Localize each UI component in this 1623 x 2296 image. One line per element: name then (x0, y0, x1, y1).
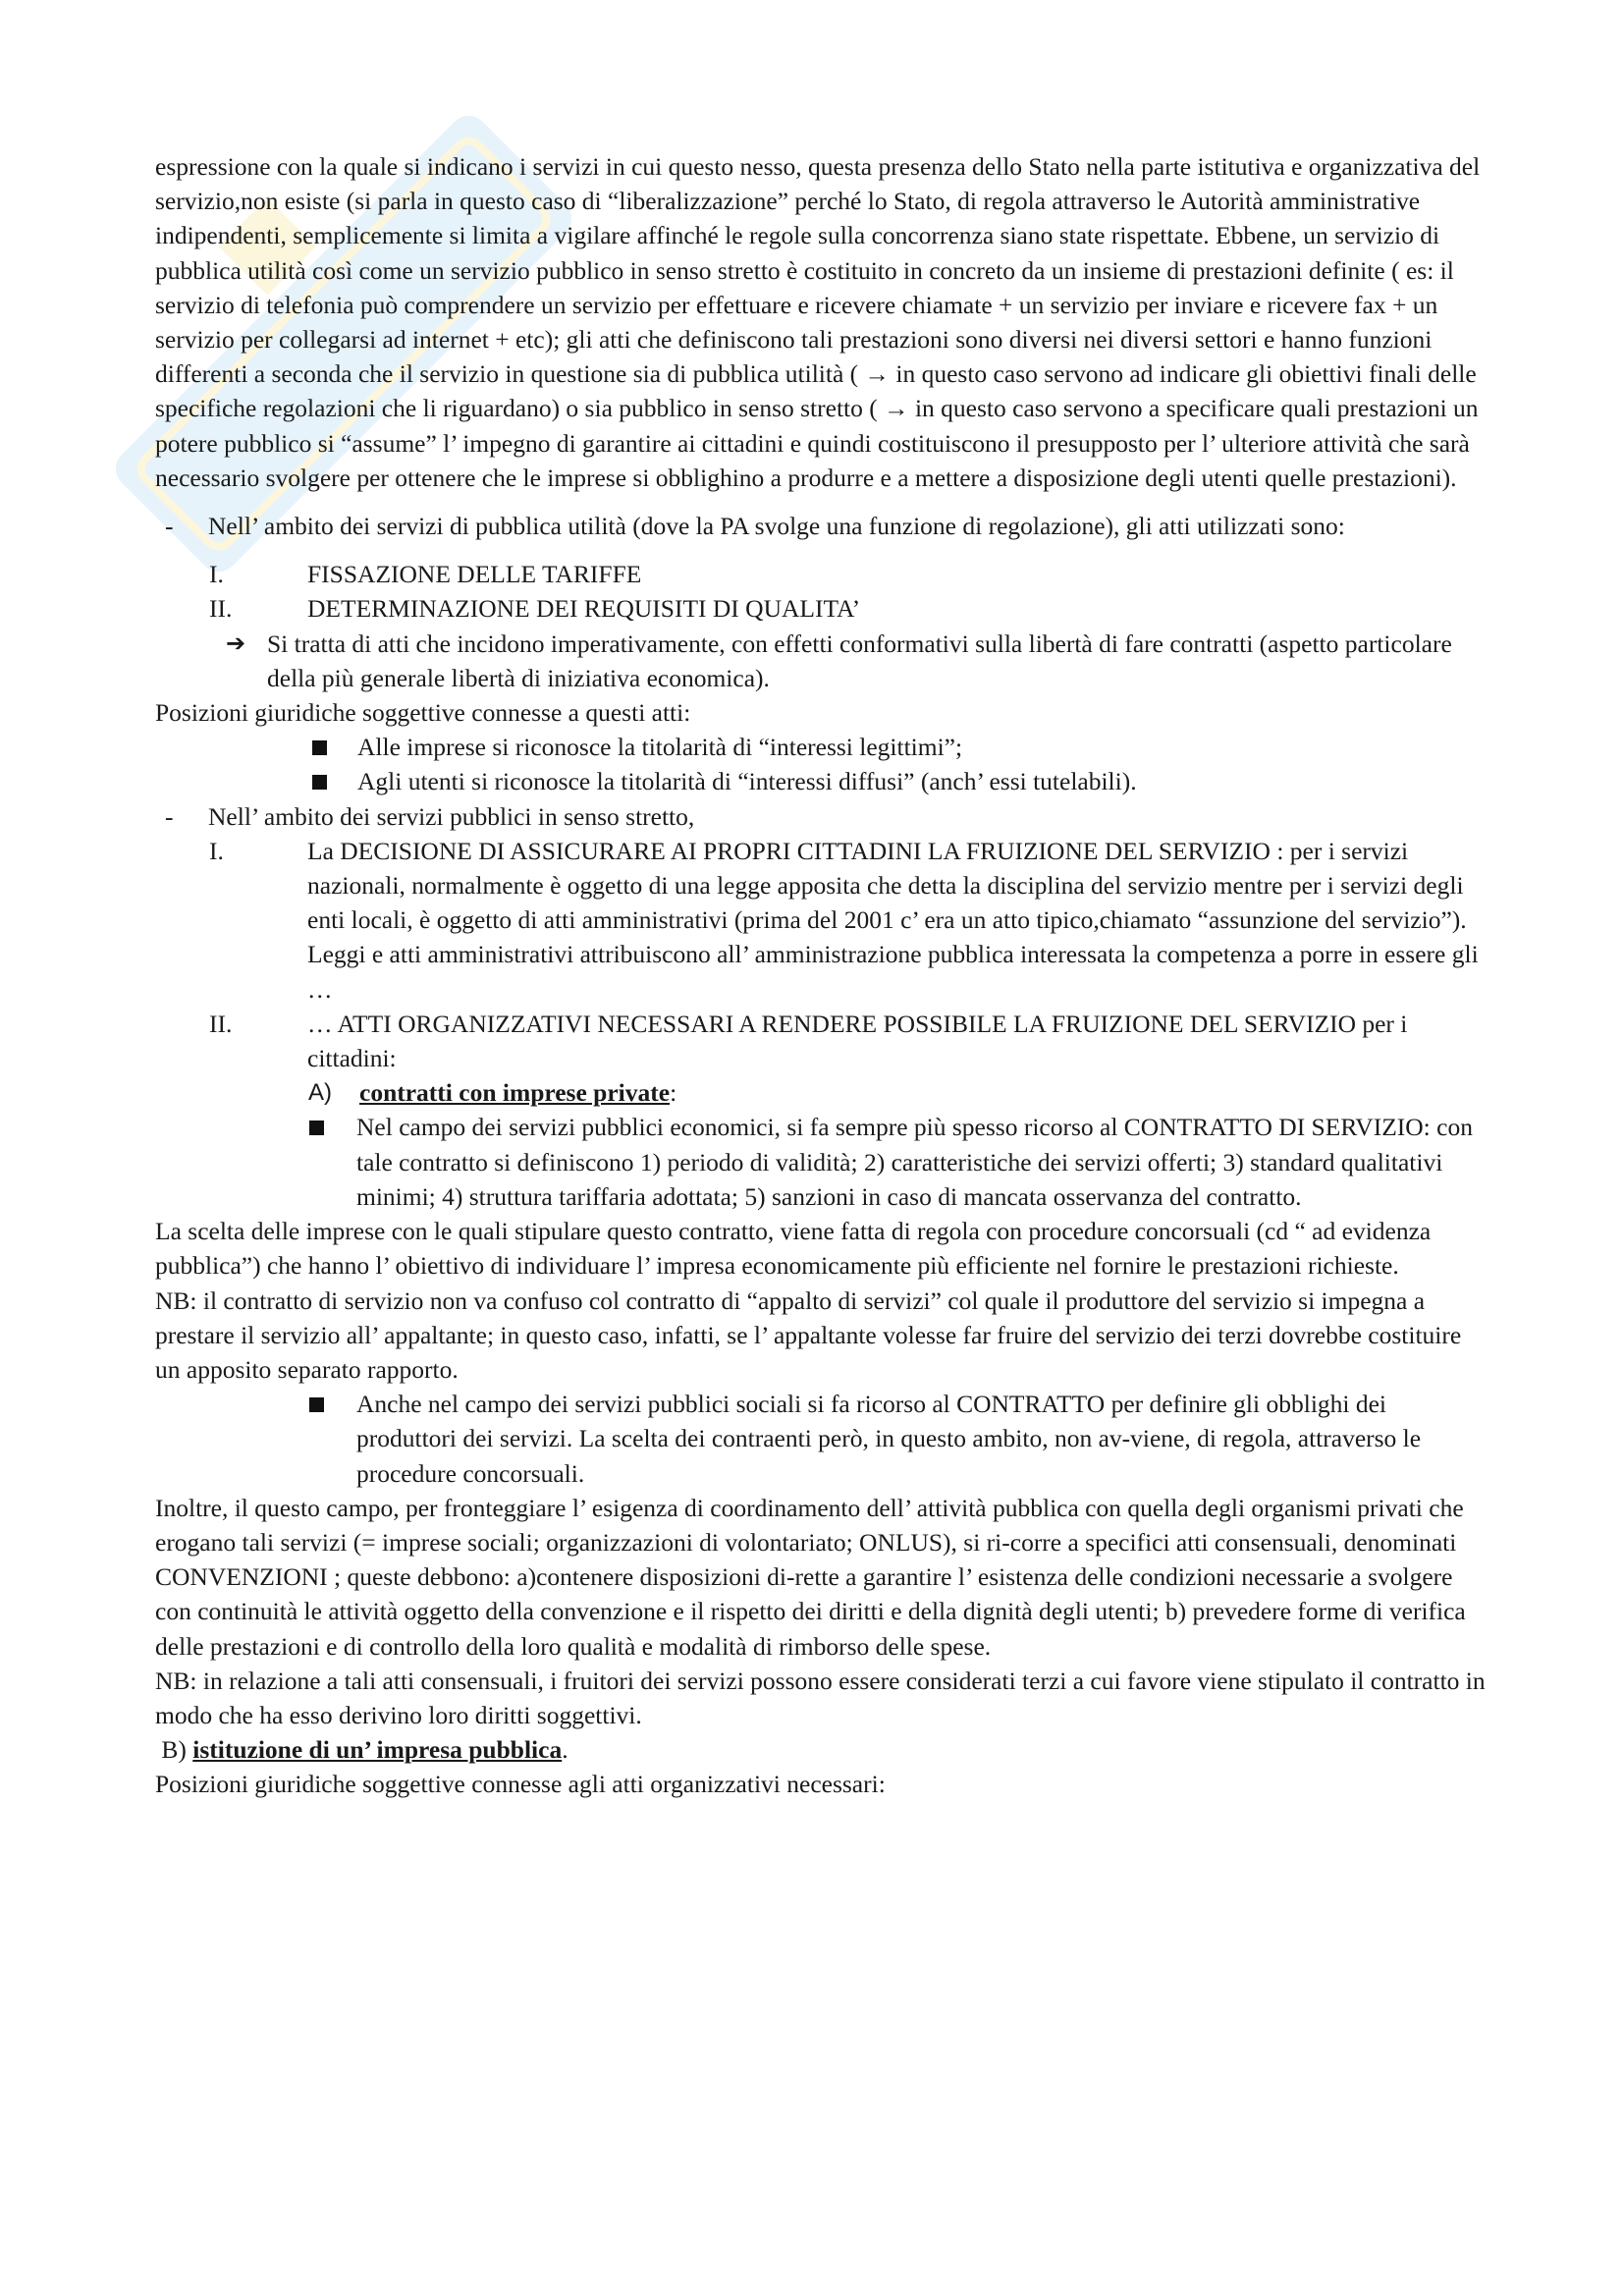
arrow-right-icon: ➔ (226, 629, 246, 657)
dash-list-item (155, 509, 1490, 543)
list-item-text: Agli utenti si riconosce la titolarità di “interessi diffusi” (anch’ essi tutelabili). (357, 767, 1137, 796)
roman-list-item (155, 591, 1490, 626)
list-item-text: DETERMINAZIONE DEI REQUISITI DI QUALITA’ (307, 594, 861, 624)
list-item-text: Nell’ ambito dei servizi pubblici in senso stretto, (208, 801, 695, 831)
roman-numeral: II. (209, 594, 233, 624)
paragraph-positions-heading: Posizioni giuridiche soggettive connesse a questi atti: (155, 698, 691, 728)
list-item-text: FISSAZIONE DELLE TARIFFE (307, 560, 642, 589)
roman-numeral: II. (209, 1009, 233, 1038)
paragraph-nb-appalto: NB: il contratto di servizio non va confuso col contratto di “appalto di servizi” col quale il produttore del servizio si impegna a prestare il servizio all’ appaltante; in questo caso, infatti, se l’ appaltante volesse far fruire del servizio dei terzi dovrebbe costituire un apposito separato rapporto. (155, 1285, 1462, 1384)
lettered-heading-a (155, 1075, 1490, 1110)
roman-numeral: I. (209, 836, 224, 865)
list-item-text: Nel campo dei servizi pubblici economici, si fa sempre più spesso ricorso al CONTRATTO DI SERVIZIO: con tale contratto si definiscono 1) periodo di validità; 2) caratteristiche dei servizi offerti; 3) standard qualitativi minimi; 4) struttura tariffaria adottata; 5) sanzioni in caso di mancata osservanza del contratto. (356, 1113, 1473, 1211)
square-bullet-icon (309, 1397, 324, 1412)
section-title: contratti con imprese private (359, 1078, 671, 1108)
square-bullet-item (155, 1387, 1490, 1491)
dash-list-item (155, 799, 1490, 834)
title-colon: : (670, 1078, 677, 1108)
paragraph-convenzioni: Inoltre, il questo campo, per fronteggiare l’ esigenza di coordinamento dell’ attività pubblica con quella degli organismi privati che erogano tali servizi (= imprese sociali; organizzazioni di volontariato; ONLUS), si ri-corre a specifici atti consensuali, denominati CONVENZIONI ; queste debbono: a)contenere disposizioni di-rette a garantire l’ esistenza delle condizioni necessarie a svolgere con continuità le attività oggetto della convenzione e il rispetto dei diritti e della dignità degli utenti; b) prevedere forme di verifica delle prestazioni e di controllo della loro qualità e modalità di rimborso delle spese. (155, 1493, 1466, 1661)
list-item-text: Si tratta di atti che incidono imperativamente, con effetti conformativi sulla libertà di fare contratti (aspetto particolare della più generale libertà di iniziativa economica). (267, 629, 1452, 692)
title-dot: . (562, 1735, 568, 1765)
paragraph-positions-heading-2: Posizioni giuridiche soggettive connesse agli atti organizzativi necessari: (155, 1770, 886, 1799)
list-item-text: Nell’ ambito dei servizi di pubblica utilità (dove la PA svolge una funzione di regolazione), gli atti utilizzati sono: (208, 512, 1345, 541)
letter-marker: B) (161, 1735, 187, 1765)
document-body (155, 149, 1490, 1802)
roman-numeral: I. (209, 560, 224, 589)
letter-marker: A) (308, 1079, 332, 1107)
paragraph-intro: espressione con la quale si indicano i servizi in cui questo nesso, questa presenza dello Stato nella parte istitutiva e organizzativa del servizio,non esiste (si parla in questo caso di “liberalizzazione” perché lo Stato, di regola attraverso le Autorità amministrative indipendenti, semplicemente si limita a vigilare affinché le regole sulla concorrenza siano state rispettate. Ebbene, un servizio di pubblica utilità così come un servizio pubblico in senso stretto è costituito in concreto da un insieme di prestazioni definite ( es: il servizio di telefonia può comprendere un servizio per effettuare e ricevere chiamate + un servizio per inviare e ricevere fax + un servizio per collegarsi ad internet + etc); gli atti che definiscono tali prestazioni sono diversi nei diversi settori e hanno funzioni differenti a seconda che il servizio in questione sia di pubblica utilità ( → in questo caso servono ad indicare gli obiettivi finali delle specifiche regolazioni che li riguardano) o sia pubblico in senso stretto ( → in questo caso servono a specificare quali prestazioni un potere pubblico si “assume” l’ impegno di garantire ai cittadini e quindi costituiscono il presupposto per l’ ulteriore attività che sarà necessario svolgere per ottenere che le imprese si obblighino a produrre e a mettere a disposizione degli utenti quelle prestazioni). (155, 152, 1481, 492)
roman-list-item (155, 557, 1490, 591)
square-bullet-icon (309, 1121, 324, 1135)
dash-marker: - (165, 801, 174, 831)
dash-marker: - (165, 512, 174, 541)
list-item-text: Anche nel campo dei servizi pubblici sociali si fa ricorso al CONTRATTO per definire gli obblighi dei produttori dei servizi. La scelta dei contraenti però, in questo ambito, non av-viene, di regola, attraverso le procedure concorsuali. (356, 1390, 1422, 1488)
roman-list-item (155, 834, 1490, 1007)
paragraph-nb-consensuali: NB: in relazione a tali atti consensuali, i fruitori dei servizi possono essere considerati terzi a cui favore viene stipulato il contratto in modo che ha esso derivino loro diritti soggettivi. (155, 1666, 1486, 1729)
square-bullet-icon (312, 775, 327, 790)
paragraph-selection: La scelta delle imprese con le quali stipulare questo contratto, viene fatta di regola con procedure concorsuali (cd “ ad evidenza pubblica”) che hanno l’ obiettivo di individuare l’ impresa economicamente più efficiente nel fornire le prestazioni richieste. (155, 1217, 1432, 1281)
section-title: istituzione di un’ impresa pubblica (192, 1735, 563, 1765)
square-bullet-item (155, 1110, 1490, 1214)
roman-list-item (155, 1007, 1490, 1075)
square-bullet-item (155, 730, 1490, 764)
list-item-text: … ATTI ORGANIZZATIVI NECESSARI A RENDERE POSSIBILE LA FRUIZIONE DEL SERVIZIO per i cittadini: (307, 1009, 1408, 1073)
square-bullet-icon (312, 740, 327, 755)
square-bullet-item (155, 764, 1490, 798)
arrow-list-item (155, 627, 1490, 695)
lettered-heading-b (155, 1732, 1490, 1767)
list-item-text: La DECISIONE DI ASSICURARE AI PROPRI CITTADINI LA FRUIZIONE DEL SERVIZIO : per i servizi nazionali, normalmente è oggetto di una legge apposita che detta la disciplina del servizio mentre per i servizi degli enti locali, è oggetto di atti amministrativi (prima del 2001 c’ era un atto tipico,chiamato “assunzione del servizio”). Leggi e atti amministrativi attribuiscono all’ amministrazione pubblica interessata la competenza a porre in essere gli … (307, 836, 1479, 1004)
list-item-text: Alle imprese si riconosce la titolarità di “interessi legittimi”; (357, 733, 963, 762)
